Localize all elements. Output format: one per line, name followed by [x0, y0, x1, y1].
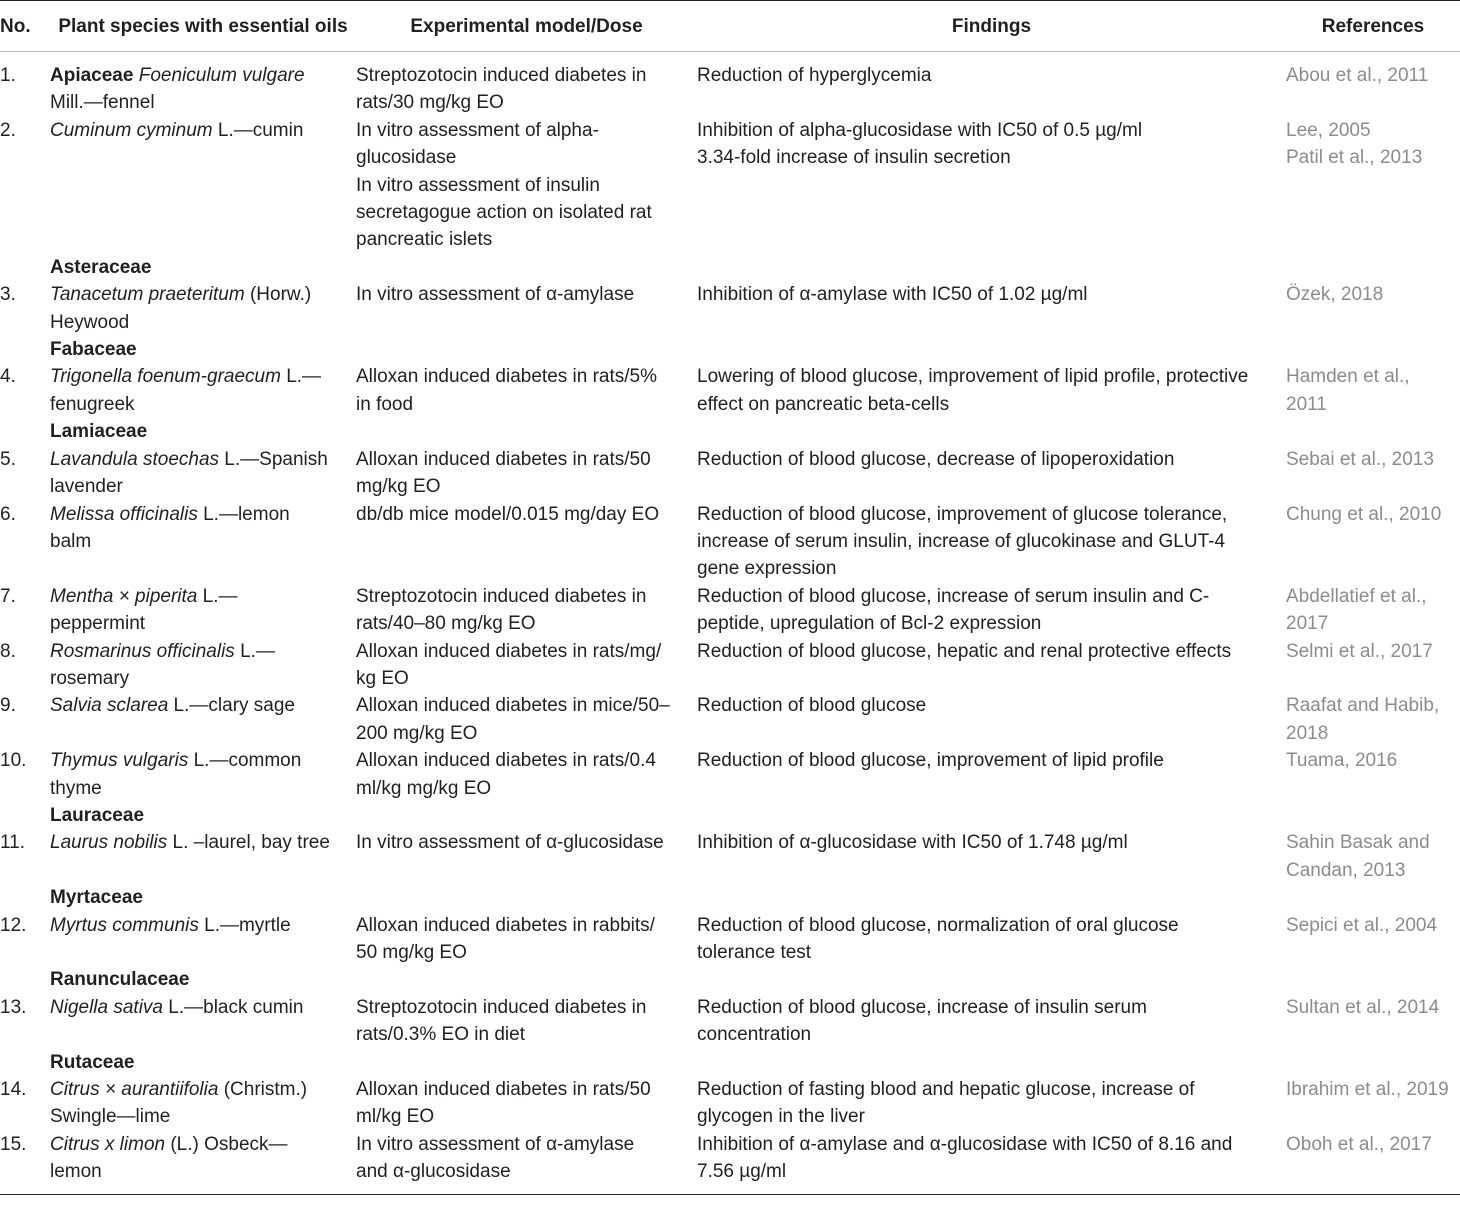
species-latin-name: Trigonella foenum-graecum	[50, 366, 281, 388]
model-line: In vitro assessment of α-amylase	[356, 284, 635, 306]
findings-line: Reduction of blood glucose, improvement of glucose tolerance,	[697, 503, 1228, 525]
species-line	[50, 501, 356, 528]
references-cell	[1286, 829, 1460, 884]
species-line	[50, 528, 356, 555]
reference-link[interactable]: Sultan et al., 2014	[1286, 996, 1440, 1018]
species-line	[50, 446, 356, 473]
species-common-name: L.—Spanish	[219, 448, 328, 470]
model-cell	[356, 281, 697, 336]
references-cell	[1286, 802, 1460, 829]
no-cell	[0, 254, 50, 281]
model-cell	[356, 501, 697, 583]
model-line: Alloxan induced diabetes in rats/5%	[356, 366, 658, 388]
row-number: 12.	[0, 914, 27, 936]
table-row	[0, 363, 1460, 418]
references-cell	[1286, 501, 1460, 583]
model-cell	[356, 1131, 697, 1194]
header-no: No.	[0, 1, 50, 52]
model-cell	[356, 117, 697, 254]
findings-cell	[697, 1049, 1286, 1076]
species-common-name: Swingle—lime	[50, 1106, 171, 1128]
row-number: 8.	[0, 640, 16, 662]
table-row	[0, 281, 1460, 336]
row-number: 11.	[0, 832, 26, 854]
findings-cell	[697, 418, 1286, 445]
model-cell	[356, 692, 697, 747]
references-cell	[1286, 254, 1460, 281]
species-line	[50, 665, 356, 692]
species-cell	[50, 446, 356, 501]
findings-cell	[697, 747, 1286, 802]
findings-cell	[697, 446, 1286, 501]
reference-link[interactable]: Selmi et al., 2017	[1286, 640, 1433, 662]
findings-line: Reduction of blood glucose, normalization of oral glucose	[697, 914, 1179, 936]
model-cell	[356, 912, 697, 967]
species-latin-name: Melissa officinalis	[50, 503, 198, 525]
row-number: 15.	[0, 1131, 50, 1194]
model-line: 50 mg/kg EO	[356, 942, 467, 963]
species-line	[50, 610, 356, 637]
species-line	[50, 1103, 356, 1130]
findings-cell	[697, 336, 1286, 363]
reference-link[interactable]: 2018	[1286, 722, 1329, 744]
reference-link[interactable]: Patil et al., 2013	[1286, 147, 1423, 169]
species-cell	[50, 638, 356, 693]
family-row	[0, 802, 1460, 829]
table-row	[0, 1131, 1460, 1194]
species-line	[50, 638, 356, 665]
findings-cell	[697, 912, 1286, 967]
species-common-name: balm	[50, 530, 92, 552]
findings-cell	[697, 1131, 1286, 1194]
reference-link[interactable]: Oboh et al., 2017	[1286, 1133, 1432, 1155]
no-cell	[0, 1049, 50, 1076]
table-row	[0, 52, 1460, 117]
findings-line: Reduction of hyperglycemia	[697, 65, 932, 86]
table-row	[0, 501, 1460, 583]
species-line	[50, 1076, 356, 1103]
family-name: Asteraceae	[50, 256, 152, 278]
table-row	[0, 692, 1460, 747]
species-latin-name: Citrus x limon	[50, 1133, 166, 1155]
model-line: In vitro assessment of insulin	[356, 174, 600, 196]
reference-link[interactable]: Candan, 2013	[1286, 859, 1406, 881]
no-cell	[0, 802, 50, 829]
findings-line: Inhibition of alpha-glucosidase with IC50 of 0.5 µg/ml	[697, 119, 1143, 141]
species-latin-name: Cuminum cyminum	[50, 119, 213, 141]
species-common-name: rosemary	[50, 667, 130, 689]
family-row	[0, 418, 1460, 445]
references-cell	[1286, 994, 1460, 1049]
table-row	[0, 994, 1460, 1049]
model-cell	[356, 829, 697, 884]
reference-link[interactable]: Sepici et al., 2004	[1286, 914, 1438, 936]
references-cell	[1286, 418, 1460, 445]
model-line: In vitro assessment of α-glucosidase	[356, 832, 664, 854]
findings-line: Reduction of blood glucose, decrease of lipoperoxidation	[697, 448, 1175, 470]
findings-cell	[697, 52, 1286, 117]
findings-cell	[697, 829, 1286, 884]
species-common-name: L.—black cumin	[163, 996, 304, 1018]
findings-line: peptide, upregulation of Bcl-2 expression	[697, 613, 1042, 635]
species-cell	[50, 336, 356, 363]
findings-line: 3.34-fold increase of insulin secretion	[697, 147, 1011, 169]
model-cell	[356, 966, 697, 993]
species-common-name: lemon	[50, 1161, 102, 1183]
family-row	[0, 966, 1460, 993]
species-common-name: Mill.—fennel	[50, 92, 155, 114]
model-cell	[356, 884, 697, 911]
findings-line: 7.56 µg/ml	[697, 1161, 787, 1183]
row-number: 14.	[0, 1079, 27, 1101]
references-cell	[1286, 692, 1460, 747]
species-common-name: lavender	[50, 476, 123, 498]
findings-line: Inhibition of α-glucosidase with IC50 of 1.748 µg/ml	[697, 832, 1128, 854]
row-number: 9.	[0, 695, 16, 717]
species-line	[50, 1131, 356, 1158]
species-common-name: L.—	[234, 640, 275, 662]
model-line: rats/0.3% EO in diet	[356, 1024, 525, 1046]
reference-link[interactable]: Hamden et al.,	[1286, 366, 1410, 388]
species-cell	[50, 802, 356, 829]
model-line: Streptozotocin induced diabetes in	[356, 65, 647, 86]
findings-line: Reduction of blood glucose, improvement of lipid profile	[697, 750, 1164, 772]
references-cell	[1286, 281, 1460, 336]
species-latin-name: Tanacetum praeteritum	[50, 284, 245, 306]
references-cell	[1286, 966, 1460, 993]
findings-cell	[697, 884, 1286, 911]
family-name: Lamiaceae	[50, 421, 148, 443]
references-cell	[1286, 1049, 1460, 1076]
species-common-name: L.—clary sage	[168, 695, 296, 717]
table-header	[0, 1, 1460, 52]
species-common-name: L. –laurel, bay tree	[167, 832, 330, 854]
species-common-name: L.—common	[188, 750, 302, 772]
findings-line: increase of serum insulin, increase of glucokinase and GLUT-4	[697, 530, 1226, 552]
species-cell	[50, 747, 356, 802]
reference-link[interactable]: Sahin Basak and	[1286, 832, 1430, 854]
species-cell	[50, 1076, 356, 1131]
findings-cell	[697, 117, 1286, 254]
family-name: Fabaceae	[50, 339, 137, 361]
model-cell	[356, 446, 697, 501]
reference-link[interactable]: 2011	[1286, 393, 1327, 415]
model-cell	[356, 802, 697, 829]
model-cell	[356, 336, 697, 363]
species-latin-name: Foeniculum vulgare	[138, 65, 305, 86]
findings-line: glycogen in the liver	[697, 1106, 865, 1128]
model-cell	[356, 747, 697, 802]
model-line: mg/kg EO	[356, 476, 441, 498]
model-cell	[356, 583, 697, 638]
model-line: Alloxan induced diabetes in mice/50–	[356, 695, 670, 717]
references-cell	[1286, 1131, 1460, 1194]
reference-link[interactable]: Chung et al., 2010	[1286, 503, 1442, 525]
findings-line: concentration	[697, 1024, 812, 1046]
findings-cell	[697, 638, 1286, 693]
species-cell	[50, 1049, 356, 1076]
findings-cell	[697, 363, 1286, 418]
species-common-name: L.—lemon	[197, 503, 290, 525]
species-line	[50, 281, 356, 308]
references-cell	[1286, 446, 1460, 501]
model-cell	[356, 418, 697, 445]
table-row	[0, 747, 1460, 802]
table-row	[0, 117, 1460, 254]
findings-cell	[697, 966, 1286, 993]
model-line: kg EO	[356, 667, 409, 689]
species-common-name: L.—cumin	[212, 119, 304, 141]
table-row	[0, 583, 1460, 638]
species-latin-name: Salvia sclarea	[50, 695, 169, 717]
model-line: In vitro assessment of alpha-	[356, 119, 599, 141]
model-line: Streptozotocin induced diabetes in	[356, 996, 647, 1018]
species-common-name: thyme	[50, 777, 102, 799]
model-line: ml/kg EO	[356, 1106, 435, 1128]
model-line: Streptozotocin induced diabetes in	[356, 585, 647, 607]
header-model: Experimental model/Dose	[356, 1, 697, 52]
row-number: 13.	[0, 996, 27, 1018]
species-line	[50, 775, 356, 802]
species-latin-name: Myrtus communis	[50, 914, 199, 936]
species-latin-name: Citrus × aurantiifolia	[50, 1079, 219, 1101]
model-cell	[356, 52, 697, 117]
family-name: Apiaceae	[50, 65, 134, 86]
species-cell	[50, 884, 356, 911]
model-line: and α-glucosidase	[356, 1161, 511, 1183]
findings-cell	[697, 254, 1286, 281]
species-line	[50, 994, 356, 1021]
findings-cell	[697, 281, 1286, 336]
family-name: Lauraceae	[50, 804, 145, 826]
species-line	[50, 117, 356, 144]
family-name: Myrtaceae	[50, 887, 143, 909]
model-cell	[356, 254, 697, 281]
reference-link[interactable]: 2017	[1286, 613, 1329, 635]
species-line	[50, 363, 356, 390]
model-line: Alloxan induced diabetes in rats/mg/	[356, 640, 662, 662]
reference-link[interactable]: Abdellatief et al.,	[1286, 585, 1427, 607]
no-cell	[0, 336, 50, 363]
model-cell	[356, 638, 697, 693]
model-line: Alloxan induced diabetes in rats/50	[356, 448, 651, 470]
species-cell	[50, 52, 356, 117]
findings-line: Reduction of blood glucose, hepatic and renal protective effects	[697, 640, 1232, 662]
model-line: Alloxan induced diabetes in rats/50	[356, 1079, 651, 1101]
species-cell	[50, 117, 356, 254]
reference-link[interactable]: Sebai et al., 2013	[1286, 448, 1434, 470]
header-references: References	[1286, 1, 1460, 52]
findings-line: effect on pancreatic beta-cells	[697, 393, 950, 415]
findings-line: Reduction of blood glucose, increase of serum insulin and C-	[697, 585, 1210, 607]
table-row	[0, 1076, 1460, 1131]
table-row	[0, 446, 1460, 501]
model-line: 200 mg/kg EO	[356, 722, 478, 744]
species-line	[50, 473, 356, 500]
table-row	[0, 638, 1460, 693]
species-line	[50, 62, 356, 89]
model-line: pancreatic islets	[356, 229, 493, 251]
findings-cell	[697, 583, 1286, 638]
model-line: rats/30 mg/kg EO	[356, 92, 504, 114]
row-number: 2.	[0, 119, 16, 141]
reference-link[interactable]: Tuama, 2016	[1286, 750, 1398, 772]
no-cell	[0, 966, 50, 993]
references-cell	[1286, 583, 1460, 638]
species-cell	[50, 281, 356, 336]
header-findings: Findings	[697, 1, 1286, 52]
model-line: rats/40–80 mg/kg EO	[356, 613, 536, 635]
model-line: ml/kg mg/kg EO	[356, 777, 492, 799]
species-line	[50, 309, 356, 336]
findings-cell	[697, 802, 1286, 829]
model-line: db/db mice model/0.015 mg/day EO	[356, 503, 660, 525]
species-latin-name: Rosmarinus officinalis	[50, 640, 235, 662]
species-common-name: L.—	[280, 366, 322, 388]
table-body	[0, 52, 1460, 1195]
species-common-name: (Christm.)	[218, 1079, 308, 1101]
species-common-name: peppermint	[50, 613, 146, 635]
family-name: Ranunculaceae	[50, 969, 190, 991]
species-common-name: fenugreek	[50, 393, 135, 415]
row-number: 10.	[0, 750, 27, 772]
species-common-name: Heywood	[50, 311, 130, 333]
species-cell	[50, 1131, 356, 1194]
species-cell	[50, 501, 356, 583]
species-line	[50, 391, 356, 418]
species-cell	[50, 994, 356, 1049]
species-line	[50, 747, 356, 774]
row-number: 1.	[0, 65, 16, 86]
model-cell	[356, 994, 697, 1049]
findings-cell	[697, 1076, 1286, 1131]
row-number: 3.	[0, 284, 16, 306]
species-common-name: L.—	[197, 585, 238, 607]
reference-link[interactable]: Özek, 2018	[1286, 284, 1384, 306]
family-row	[0, 336, 1460, 363]
table-row	[0, 829, 1460, 884]
row-number: 7.	[0, 585, 16, 607]
row-number: 6.	[0, 503, 16, 525]
species-common-name: (L.) Osbeck—	[165, 1133, 288, 1155]
findings-line: Reduction of blood glucose, increase of insulin serum	[697, 996, 1147, 1018]
model-cell	[356, 363, 697, 418]
references-cell	[1286, 747, 1460, 802]
species-latin-name: Mentha × piperita	[50, 585, 198, 607]
row-number: 5.	[0, 448, 16, 470]
model-line: secretagogue action on isolated rat	[356, 202, 652, 224]
model-line: in food	[356, 393, 414, 415]
species-cell	[50, 254, 356, 281]
header-species: Plant species with essential oils	[50, 1, 356, 52]
row-number: 4.	[0, 366, 16, 388]
findings-cell	[697, 994, 1286, 1049]
references-cell	[1286, 52, 1460, 117]
model-cell	[356, 1049, 697, 1076]
findings-cell	[697, 501, 1286, 583]
references-cell	[1286, 912, 1460, 967]
references-cell	[1286, 1076, 1460, 1131]
family-row	[0, 254, 1460, 281]
species-cell	[50, 692, 356, 747]
no-cell	[0, 884, 50, 911]
species-line	[50, 89, 356, 116]
species-line	[50, 829, 356, 856]
family-row	[0, 1049, 1460, 1076]
model-cell	[356, 1076, 697, 1131]
findings-line: Reduction of fasting blood and hepatic glucose, increase of	[697, 1079, 1195, 1101]
model-line: In vitro assessment of α-amylase	[356, 1133, 635, 1155]
species-latin-name: Lavandula stoechas	[50, 448, 220, 470]
family-name: Rutaceae	[50, 1051, 135, 1073]
references-cell	[1286, 117, 1460, 254]
findings-line: Inhibition of α-amylase and α-glucosidase with IC50 of 8.16 and	[697, 1133, 1233, 1155]
references-cell	[1286, 336, 1460, 363]
species-latin-name: Nigella sativa	[50, 996, 163, 1018]
species-cell	[50, 583, 356, 638]
model-line: glucosidase	[356, 147, 457, 169]
species-line	[50, 583, 356, 610]
findings-line: gene expression	[697, 558, 837, 580]
references-cell	[1286, 884, 1460, 911]
species-cell	[50, 829, 356, 884]
model-line: Alloxan induced diabetes in rats/0.4	[356, 750, 656, 772]
species-line	[50, 692, 356, 719]
references-cell	[1286, 638, 1460, 693]
species-common-name: L.—myrtle	[198, 914, 291, 936]
species-line	[50, 912, 356, 939]
species-cell	[50, 966, 356, 993]
species-latin-name: Laurus nobilis	[50, 832, 168, 854]
reference-link[interactable]: Abou et al., 2011	[1286, 65, 1429, 86]
species-cell	[50, 418, 356, 445]
no-cell	[0, 418, 50, 445]
references-cell	[1286, 363, 1460, 418]
findings-line: Reduction of blood glucose	[697, 695, 927, 717]
reference-link[interactable]: Ibrahim et al., 2019	[1286, 1079, 1449, 1101]
findings-cell	[697, 692, 1286, 747]
species-common-name: (Horw.)	[244, 284, 312, 306]
table-row	[0, 912, 1460, 967]
species-cell	[50, 912, 356, 967]
species-line	[50, 1158, 356, 1185]
species-cell	[50, 363, 356, 418]
family-row	[0, 884, 1460, 911]
findings-line: tolerance test	[697, 942, 812, 963]
species-latin-name: Thymus vulgaris	[50, 750, 189, 772]
model-line: Alloxan induced diabetes in rabbits/	[356, 914, 655, 936]
findings-line: Lowering of blood glucose, improvement of lipid profile, protective	[697, 366, 1249, 388]
reference-link[interactable]: Raafat and Habib,	[1286, 695, 1440, 717]
findings-line: Inhibition of α-amylase with IC50 of 1.02 µg/ml	[697, 284, 1088, 306]
reference-link[interactable]: Lee, 2005	[1286, 119, 1371, 141]
